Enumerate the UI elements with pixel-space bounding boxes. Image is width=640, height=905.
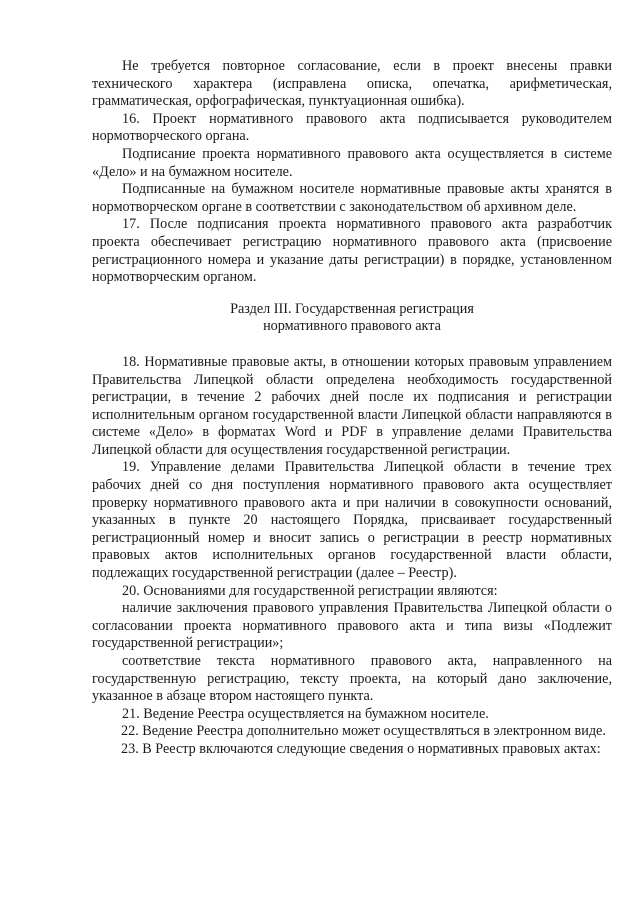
section-heading-line-1: Раздел III. Государственная регистрация: [230, 300, 474, 317]
paragraph-22-text: Ведение Реестра дополнительно может осуществляться в электронном виде.: [142, 723, 606, 740]
paragraph-16: 16. Проект нормативного правового акта подписывается руководителем нормотворческого органа.: [92, 110, 612, 145]
paragraph-22: [92, 723, 612, 741]
paragraph-23-number: 23.: [121, 740, 139, 757]
paragraph-20: 20. Основаниями для государственной регистрации являются:: [122, 582, 498, 599]
section-heading-line-2: нормативного правового акта: [263, 318, 441, 335]
paragraph-signing-delo: Подписание проекта нормативного правового акта осуществляется в системе «Дело» и на бумажном носителе.: [92, 145, 612, 180]
paragraph-23: [92, 741, 612, 759]
paragraph-22-number: 22.: [121, 723, 139, 740]
paragraph-23-text: В Реестр включаются следующие сведения о нормативных правовых актах:: [142, 740, 601, 757]
paragraph-18: 18. Нормативные правовые акты, в отношении которых правовым управлением Правительства Липецкой области определена необходимость государственной регистрации, в течение 2 рабочих дней после их подписания и регистрации исполнительным органом государственной власти Липецкой области направляются в системе «Дело» в форматах Word и PDF в управление делами Правительства Липецкой области для осуществления государственной регистрации.: [92, 353, 612, 458]
paragraph-19: 19. Управление делами Правительства Липецкой области в течение трех рабочих дней со дня поступления нормативного правового акта осуществляет проверку нормативного правового акта и при наличии в совокупности оснований, указанных в пункте 20 настоящего Порядка, присваивает государственный регистрационный номер и вносит запись о регистрации в реестр нормативных правовых актов исполнительных органов государственной власти области, подлежащих государственной регистрации (далее – Реестр).: [92, 459, 612, 582]
paragraph-20-basis-1: наличие заключения правового управления Правительства Липецкой области о согласовании проекта нормативного правового акта и типа визы «Подлежит государственной регистрации»;: [92, 600, 612, 652]
section-heading: [92, 301, 612, 336]
paragraph-21: 21. Ведение Реестра осуществляется на бумажном носителе.: [122, 705, 489, 722]
document-body: [92, 58, 612, 759]
paragraph-20-basis-2: соответствие текста нормативного правового акта, направленного на государственную регистрацию, тексту проекта, на который дано заключение, указанное в абзаце втором настоящего пункта.: [92, 653, 612, 705]
paragraph-storage: Подписанные на бумажном носителе нормативные правовые акты хранятся в нормотворческом органе в соответствии с законодательством об архивном деле.: [92, 181, 612, 215]
paragraph-technical-edits: Не требуется повторное согласование, если в проект внесены правки технического характера (исправлена описка, опечатка, арифметическая, грамматическая, орфографическая, пунктуационная ошибка).: [92, 58, 612, 110]
paragraph-17: 17. После подписания проекта нормативного правового акта разработчик проекта обеспечивает регистрацию нормативного правового акта (присвоение регистрационного номера и указание даты регистрации) в порядке, установленном нормотворческим органом.: [92, 216, 612, 286]
